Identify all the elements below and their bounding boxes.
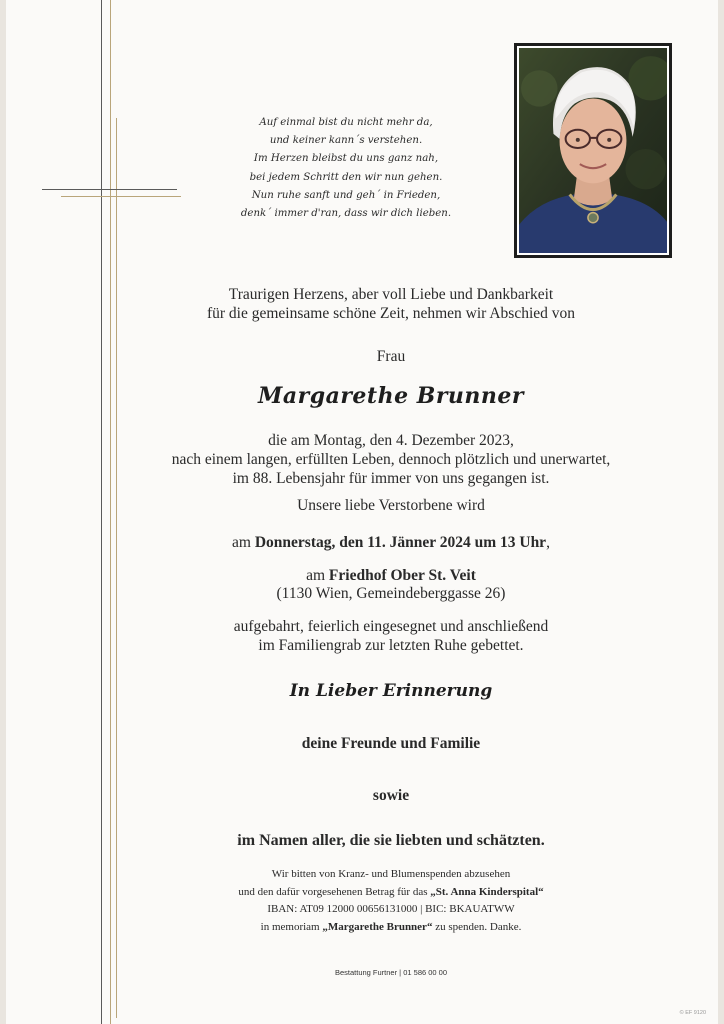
memory-heading: In Lieber Erinnerung xyxy=(289,681,493,701)
cross-horizontal-gold-line xyxy=(61,196,181,197)
poem-line: und keiner kann´s verstehen. xyxy=(269,135,423,147)
ceremony-line: im Familiengrab zur letzten Ruhe gebettet. xyxy=(258,637,524,654)
cross-horizontal-line xyxy=(42,189,177,190)
obituary-sheet xyxy=(6,0,718,1024)
portrait-frame xyxy=(514,43,672,258)
donation-line4-prefix: in memoriam xyxy=(260,920,323,933)
death-line: im 88. Lebensjahr für immer von uns gegangen ist. xyxy=(232,470,550,487)
funeral-date xyxy=(106,533,676,552)
print-code: © EF 9120 xyxy=(679,1010,706,1016)
intro-line: für die gemeinsame schöne Zeit, nehmen wir Abschied von xyxy=(206,305,576,322)
funeral-place xyxy=(106,566,676,585)
poem-line: denk´ immer d'ran, dass wir dich lieben. xyxy=(240,208,452,220)
salutation: Frau xyxy=(376,348,406,365)
donation-line xyxy=(106,884,676,902)
death-line: die am Montag, den 4. Dezember 2023, xyxy=(268,432,514,449)
funeral-date-suffix: , xyxy=(546,534,550,551)
ceremony-line: aufgebahrt, feierlich eingesegnet und anschließend xyxy=(233,618,549,635)
donation-text xyxy=(106,866,676,936)
donation-line xyxy=(106,919,676,937)
deceased-name: Margarethe Brunner xyxy=(258,383,524,409)
family-text: deine Freunde und Familie xyxy=(301,735,481,752)
place-prefix: am xyxy=(306,567,329,584)
death-line: nach einem langen, erfüllten Leben, dennoch plötzlich und unerwartet, xyxy=(171,451,611,468)
donation-charity: „St. Anna Kinderspital“ xyxy=(430,885,544,898)
names-all-text: im Namen aller, die sie liebten und schätzten. xyxy=(237,832,545,849)
cross-vertical-line xyxy=(101,0,102,1024)
funeral-date-bold: Donnerstag, den 11. Jänner 2024 um 13 Uhr xyxy=(254,534,547,551)
donation-line4-suffix: zu spenden. Danke. xyxy=(432,920,522,933)
poem-line: Nun ruhe sanft und geh´ in Frieden, xyxy=(251,189,441,201)
intro-line: Traurigen Herzens, aber voll Liebe und Dankbarkeit xyxy=(228,286,554,303)
portrait-photo xyxy=(517,46,669,255)
death-text xyxy=(106,431,676,488)
funeral-address: (1130 Wien, Gemeindeberggasse 26) xyxy=(276,585,506,602)
portrait-image xyxy=(519,48,667,253)
sowie-text: sowie xyxy=(372,787,410,804)
donation-line: Wir bitten von Kranz- und Blumenspenden abzusehen xyxy=(271,868,511,880)
poem-line: Auf einmal bist du nicht mehr da, xyxy=(259,117,433,128)
intro-text xyxy=(106,285,676,323)
donation-memoriam-name: „Margarethe Brunner“ xyxy=(322,920,433,933)
verstorbene-text: Unsere liebe Verstorbene wird xyxy=(297,497,485,514)
poem xyxy=(196,114,496,223)
poem-line: bei jedem Schritt den wir nun gehen. xyxy=(249,171,443,183)
ceremony-text xyxy=(106,617,676,655)
place-name: Friedhof Ober St. Veit xyxy=(328,567,476,584)
funeral-date-prefix: am xyxy=(232,534,255,551)
donation-bank: IBAN: AT09 12000 00656131000 | BIC: BKAUATWW xyxy=(267,903,515,915)
donation-line2-prefix: und den dafür vorgesehenen Betrag für das xyxy=(238,885,431,898)
funeral-home-footer: Bestattung Furtner | 01 586 00 00 xyxy=(334,968,448,977)
poem-line: Im Herzen bleibst du uns ganz nah, xyxy=(253,153,439,165)
